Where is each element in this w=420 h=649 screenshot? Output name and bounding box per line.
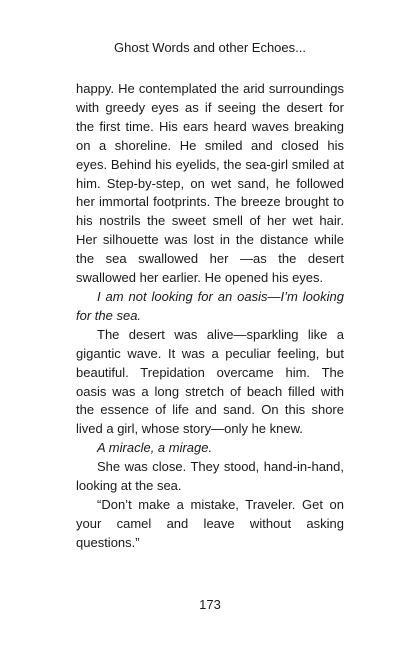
- paragraph-continuation: happy. He contemplated the arid surroundings with greedy eyes as if seeing the desert for the first time. His ears heard waves breaking on a shoreline. He smiled and closed his eyes. Behind his eyelids, the sea-girl smiled at him. Step-by-step, on wet sand, he followed her immortal footprints. The breeze brought to his nostrils the sweet smell of her wet hair. Her silhouette was lost in the distance while the sea swallowed her —as the desert swallowed her earlier. He opened his eyes.: [76, 81, 344, 286]
- page-number: 173: [199, 597, 221, 612]
- paragraph-italic-miracle: A miracle, a mirage.: [97, 440, 213, 456]
- paragraph-dialogue: “Don’t make a mistake, Traveler. Get on your camel and leave without asking questions.”: [76, 496, 344, 550]
- page-body: [76, 80, 344, 553]
- paragraph-she-was-close: She was close. They stood, hand-in-hand, looking at the sea.: [76, 459, 344, 494]
- paragraph-desert-alive: The desert was alive—sparkling like a gigantic wave. It was a peculiar feeling, but beautiful. Trepidation overcame him. The oasis was a long stretch of beach filled with the essence of life and sand. On this shore lived a girl, whose story—only he knew.: [76, 326, 344, 437]
- running-header: Ghost Words and other Echoes...: [114, 40, 306, 55]
- paragraph-italic-thought: I am not looking for an oasis—I’m looking for the sea.: [76, 288, 344, 323]
